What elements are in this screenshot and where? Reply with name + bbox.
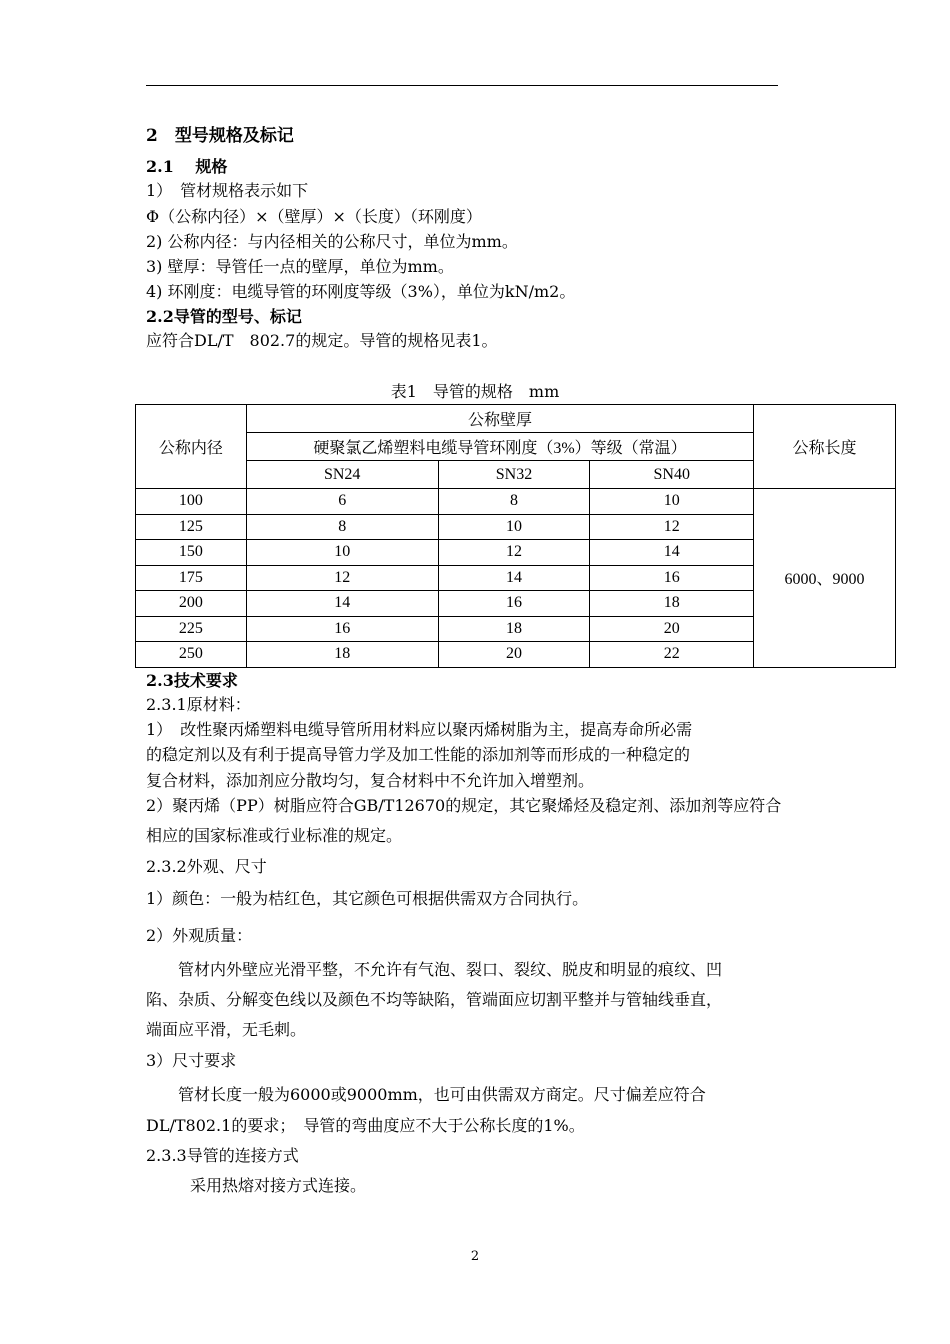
cell-sn32: 16 bbox=[438, 591, 590, 617]
spec-item-2: 2) 公称内径：与内径相关的公称尺寸，单位为mm。 bbox=[146, 232, 518, 251]
spec-item-1: 1） 管材规格表示如下 bbox=[146, 181, 309, 200]
cell-sn32: 20 bbox=[438, 642, 590, 668]
appearance-item: 2）外观质量： bbox=[146, 926, 253, 945]
subsection-2-3-3-heading: 2.3.3导管的连接方式 bbox=[146, 1146, 299, 1165]
cell-sn32: 14 bbox=[438, 565, 590, 591]
subsection-2-3-heading: 2.3技术要求 bbox=[146, 671, 238, 690]
grade-sn40: SN40 bbox=[590, 461, 754, 489]
subsection-2-3-2-heading: 2.3.2外观、尺寸 bbox=[146, 857, 267, 876]
cell-diameter: 200 bbox=[136, 591, 247, 617]
cell-diameter: 150 bbox=[136, 540, 247, 566]
table-caption: 表1 导管的规格 mm bbox=[390, 382, 560, 401]
cell-diameter: 100 bbox=[136, 489, 247, 515]
size-para-line-2: DL/T802.1的要求； 导管的弯曲度应不大于公称长度的1%。 bbox=[146, 1116, 585, 1135]
subsection-2-2-heading: 2.2导管的型号、标记 bbox=[146, 307, 302, 326]
material-para-line-1: 1） 改性聚丙烯塑料电缆导管所用材料应以聚丙烯树脂为主，提高寿命所必需 bbox=[146, 720, 693, 739]
cell-sn40: 10 bbox=[590, 489, 754, 515]
color-item: 1）颜色：一般为桔红色，其它颜色可根据供需双方合同执行。 bbox=[146, 889, 589, 908]
resin-para-line-1: 2）聚丙烯（PP）树脂应符合GB/T12670的规定，其它聚烯烃及稳定剂、添加剂等应符合 bbox=[146, 796, 782, 815]
subsection-2-1-heading: 2.1 规格 bbox=[146, 157, 228, 176]
cell-sn40: 18 bbox=[590, 591, 754, 617]
appearance-para-line-1: 管材内外壁应光滑平整，不允许有气泡、裂口、裂纹、脱皮和明显的痕纹、凹 bbox=[178, 960, 723, 979]
spec-item-3: 3) 壁厚：导管任一点的壁厚，单位为mm。 bbox=[146, 257, 454, 276]
grade-sn32: SN32 bbox=[438, 461, 590, 489]
cell-diameter: 250 bbox=[136, 642, 247, 668]
cell-diameter: 225 bbox=[136, 616, 247, 642]
cell-sn24: 10 bbox=[246, 540, 438, 566]
cell-diameter: 175 bbox=[136, 565, 247, 591]
appearance-para-line-2: 陷、杂质、分解变色线以及颜色不均等缺陷，管端面应切割平整并与管轴线垂直， bbox=[146, 990, 723, 1009]
cell-sn40: 20 bbox=[590, 616, 754, 642]
cell-sn24: 12 bbox=[246, 565, 438, 591]
resin-para-line-2: 相应的国家标准或行业标准的规定。 bbox=[146, 826, 403, 845]
cell-sn32: 12 bbox=[438, 540, 590, 566]
cell-sn24: 16 bbox=[246, 616, 438, 642]
standard-reference: 应符合DL/T 802.7的规定。导管的规格见表1。 bbox=[146, 331, 498, 350]
cell-diameter: 125 bbox=[136, 514, 247, 540]
spec-table bbox=[135, 404, 896, 668]
table-row bbox=[136, 489, 896, 515]
header-inner-diameter: 公称内径 bbox=[136, 405, 247, 489]
cell-sn24: 8 bbox=[246, 514, 438, 540]
cell-sn24: 6 bbox=[246, 489, 438, 515]
header-rule bbox=[146, 85, 778, 86]
cell-sn32: 10 bbox=[438, 514, 590, 540]
cell-sn40: 22 bbox=[590, 642, 754, 668]
cell-sn32: 18 bbox=[438, 616, 590, 642]
cell-length-value: 6000、9000 bbox=[754, 489, 896, 668]
section-title: 2 型号规格及标记 bbox=[146, 126, 294, 146]
spec-format: Φ（公称内径）×（壁厚）×（长度）（环刚度） bbox=[146, 207, 482, 226]
size-item: 3）尺寸要求 bbox=[146, 1051, 237, 1070]
connection-method: 采用热熔对接方式连接。 bbox=[190, 1176, 367, 1195]
size-para-line-1: 管材长度一般为6000或9000mm，也可由供需双方商定。尺寸偏差应符合 bbox=[178, 1085, 706, 1104]
cell-sn32: 8 bbox=[438, 489, 590, 515]
header-length: 公称长度 bbox=[754, 405, 896, 489]
header-wall-thickness: 公称壁厚 bbox=[246, 405, 753, 433]
cell-sn40: 14 bbox=[590, 540, 754, 566]
cell-sn40: 16 bbox=[590, 565, 754, 591]
material-para-line-3: 复合材料，添加剂应分散均匀，复合材料中不允许加入增塑剂。 bbox=[146, 771, 595, 790]
cell-sn40: 12 bbox=[590, 514, 754, 540]
page-number: 2 bbox=[470, 1249, 480, 1264]
material-para-line-2: 的稳定剂以及有利于提高导管力学及加工性能的添加剂等而形成的一种稳定的 bbox=[146, 745, 691, 764]
subsection-2-3-1-heading: 2.3.1原材料： bbox=[146, 695, 251, 714]
spec-item-4: 4) 环刚度：电缆导管的环刚度等级（3%），单位为kN/m2。 bbox=[146, 282, 576, 301]
cell-sn24: 14 bbox=[246, 591, 438, 617]
header-stiffness-grade: 硬聚氯乙烯塑料电缆导管环刚度（3%）等级（常温） bbox=[246, 433, 753, 461]
cell-sn24: 18 bbox=[246, 642, 438, 668]
appearance-para-line-3: 端面应平滑，无毛刺。 bbox=[146, 1020, 307, 1039]
grade-sn24: SN24 bbox=[246, 461, 438, 489]
